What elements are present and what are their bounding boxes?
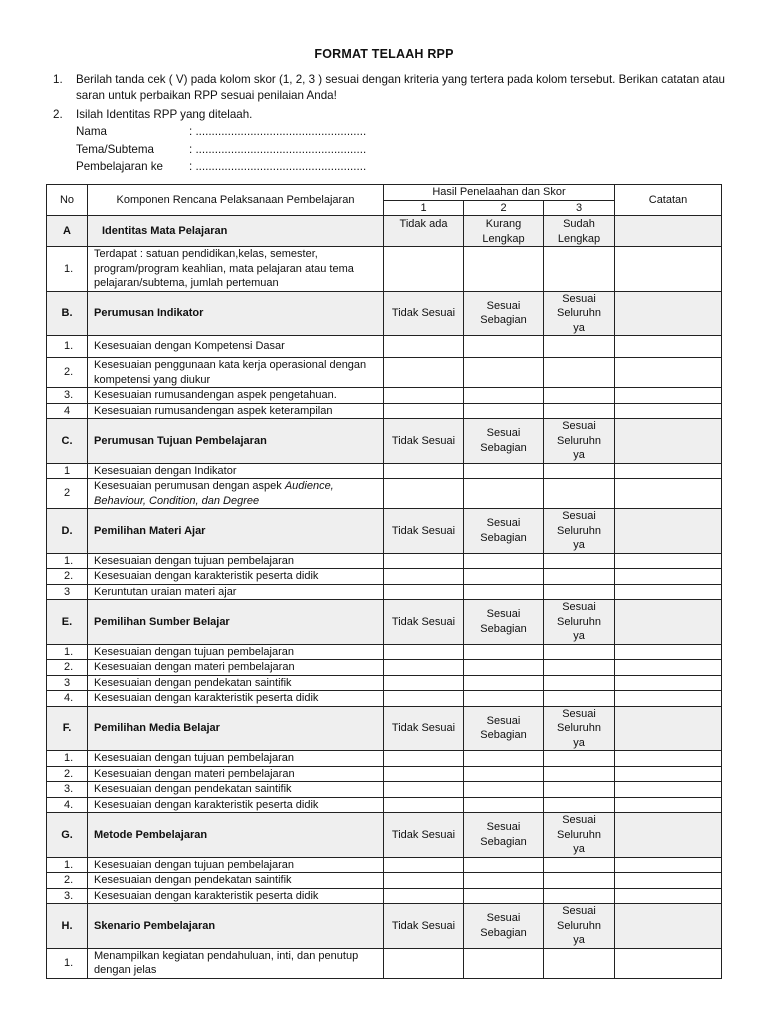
score-cell-3[interactable]: [544, 691, 615, 707]
item-text: [88, 766, 384, 782]
score-cell-1[interactable]: [384, 358, 464, 388]
score-cell-1[interactable]: [384, 403, 464, 419]
section-title: Identitas Mata Pelajaran: [88, 216, 384, 247]
score-cell-3[interactable]: [544, 553, 615, 569]
field-tema-subtema: [76, 142, 366, 158]
item-number: 1.: [47, 336, 88, 358]
score-cell-2[interactable]: [464, 584, 544, 600]
notes-cell[interactable]: [615, 569, 722, 585]
notes-cell[interactable]: [615, 797, 722, 813]
score-cell-3[interactable]: [544, 873, 615, 889]
score-cell-2[interactable]: [464, 782, 544, 798]
item-text-main: Kesesuaian dengan Indikator: [94, 464, 237, 477]
score-label-1: Tidak Sesuai: [384, 706, 464, 751]
section-row: [47, 419, 722, 464]
instruction-number: 1.: [53, 73, 63, 86]
item-text-main: Kesesuaian dengan tujuan pembelajaran: [94, 554, 294, 567]
item-text-main: Terdapat : satuan pendidikan,kelas, semester, program/program keahlian, mata pelajaran atau tema pelajaran/subtema, jumlah pertemuan: [94, 248, 354, 289]
score-cell-3[interactable]: [544, 463, 615, 479]
item-row: [47, 553, 722, 569]
field-nama: [76, 124, 366, 140]
score-cell-1[interactable]: [384, 751, 464, 767]
score-cell-1[interactable]: [384, 388, 464, 404]
score-cell-3[interactable]: [544, 660, 615, 676]
item-text: [88, 479, 384, 509]
item-text-main: Kesesuaian dengan materi pembelajaran: [94, 661, 295, 673]
score-label-2: Sesuai Sebagian: [464, 813, 544, 858]
notes-cell[interactable]: [615, 553, 722, 569]
item-number: 2.: [47, 660, 88, 676]
notes-cell[interactable]: [615, 873, 722, 889]
section-title: Perumusan Tujuan Pembelajaran: [88, 419, 384, 464]
notes-cell[interactable]: [615, 644, 722, 660]
score-cell-2[interactable]: [464, 797, 544, 813]
item-text: [88, 782, 384, 798]
item-text: [88, 888, 384, 904]
notes-cell[interactable]: [615, 660, 722, 676]
item-number: 4.: [47, 691, 88, 707]
section-code: C.: [47, 419, 88, 464]
score-cell-1[interactable]: [384, 675, 464, 691]
score-cell-3[interactable]: [544, 247, 615, 292]
item-number: 1.: [47, 247, 88, 292]
item-row: [47, 660, 722, 676]
score-label-1: Tidak Sesuai: [384, 813, 464, 858]
score-cell-2[interactable]: [464, 553, 544, 569]
section-title: Pemilihan Materi Ajar: [88, 509, 384, 554]
item-text: [88, 857, 384, 873]
section-row: [47, 291, 722, 336]
item-text: [88, 336, 384, 358]
item-number: 3.: [47, 388, 88, 404]
notes-cell[interactable]: [615, 403, 722, 419]
notes-cell: [615, 813, 722, 858]
score-label-3: Sudah Lengkap: [544, 216, 615, 247]
score-cell-3[interactable]: [544, 782, 615, 798]
section-title: Pemilihan Media Belajar: [88, 706, 384, 751]
instruction-text: Berilah tanda cek ( V) pada kolom skor (1, 2, 3 ) sesuai dengan kriteria yang tertera pada kolom tersebut. Berikan catatan atau saran untuk perbaikan RPP sesuai penilaian Anda!: [76, 73, 725, 102]
item-row: [47, 873, 722, 889]
item-text-main: Keruntutan uraian materi ajar: [94, 585, 237, 598]
score-label-2: Sesuai Sebagian: [464, 904, 544, 949]
item-number: 2.: [47, 569, 88, 585]
score-cell-1[interactable]: [384, 691, 464, 707]
notes-cell[interactable]: [615, 247, 722, 292]
score-label-2: Sesuai Sebagian: [464, 509, 544, 554]
score-cell-2[interactable]: [464, 358, 544, 388]
item-row: [47, 857, 722, 873]
item-text-main: Menampilkan kegiatan pendahuluan, inti, dan penutup dengan jelas: [94, 949, 359, 976]
item-text: [88, 751, 384, 767]
item-text: [88, 388, 384, 404]
section-title: Skenario Pembelajaran: [88, 904, 384, 949]
section-row: [47, 600, 722, 645]
instruction-text: Isilah Identitas RPP yang ditelaah.: [76, 108, 253, 121]
score-label-3: Sesuai Seluruhn ya: [544, 419, 615, 464]
item-row: [47, 766, 722, 782]
item-row: [47, 675, 722, 691]
score-cell-3[interactable]: [544, 569, 615, 585]
score-cell-3[interactable]: [544, 388, 615, 404]
score-cell-3[interactable]: [544, 888, 615, 904]
item-number: 2.: [47, 358, 88, 388]
item-text: [88, 463, 384, 479]
item-text-main: Kesesuaian dengan tujuan pembelajaran: [94, 858, 294, 871]
score-label-3: Sesuai Seluruhn ya: [544, 291, 615, 336]
item-text-main: Kesesuaian dengan Kompetensi Dasar: [94, 340, 285, 353]
score-cell-1[interactable]: [384, 463, 464, 479]
item-text: [88, 247, 384, 292]
score-cell-2[interactable]: [464, 675, 544, 691]
item-row: [47, 403, 722, 419]
score-label-3: Sesuai Seluruhn ya: [544, 813, 615, 858]
item-text-main: Kesesuaian dengan karakteristik peserta didik: [94, 889, 319, 902]
item-text: [88, 873, 384, 889]
score-cell-2[interactable]: [464, 857, 544, 873]
item-row: [47, 336, 722, 358]
item-row: [47, 691, 722, 707]
item-row: [47, 948, 722, 978]
score-label-2: Sesuai Sebagian: [464, 291, 544, 336]
notes-cell[interactable]: [615, 766, 722, 782]
item-text-main: Kesesuaian perumusan dengan aspek: [94, 480, 285, 492]
score-cell-1[interactable]: [384, 553, 464, 569]
score-cell-2[interactable]: [464, 479, 544, 509]
score-cell-3[interactable]: [544, 857, 615, 873]
score-cell-3[interactable]: [544, 766, 615, 782]
score-label-2: Kurang Lengkap: [464, 216, 544, 247]
header-no: No: [47, 185, 88, 216]
notes-cell[interactable]: [615, 584, 722, 600]
score-cell-2[interactable]: [464, 873, 544, 889]
score-cell-1[interactable]: [384, 336, 464, 358]
item-text: [88, 403, 384, 419]
item-number: 1.: [47, 751, 88, 767]
section-code: A: [47, 216, 88, 247]
item-text: [88, 660, 384, 676]
notes-cell: [615, 904, 722, 949]
score-label-1: Tidak Sesuai: [384, 904, 464, 949]
header-score-3: 3: [544, 200, 615, 216]
item-text-main: Kesesuaian dengan pendekatan saintifik: [94, 676, 292, 689]
score-cell-3[interactable]: [544, 751, 615, 767]
score-label-2: Sesuai Sebagian: [464, 419, 544, 464]
item-text: [88, 797, 384, 813]
section-row: [47, 706, 722, 751]
score-cell-1[interactable]: [384, 584, 464, 600]
item-number: 1.: [47, 553, 88, 569]
score-label-1: Tidak Sesuai: [384, 419, 464, 464]
section-row: [47, 509, 722, 554]
item-row: [47, 644, 722, 660]
score-cell-2[interactable]: [464, 388, 544, 404]
notes-cell[interactable]: [615, 479, 722, 509]
notes-cell[interactable]: [615, 857, 722, 873]
notes-cell: [615, 509, 722, 554]
score-cell-2[interactable]: [464, 888, 544, 904]
field-label: Tema/Subtema: [76, 143, 154, 156]
field-pembelajaran-ke: [76, 159, 366, 175]
item-number: 2.: [47, 873, 88, 889]
section-code: H.: [47, 904, 88, 949]
notes-cell[interactable]: [615, 948, 722, 978]
score-cell-2[interactable]: [464, 751, 544, 767]
score-cell-1[interactable]: [384, 247, 464, 292]
notes-cell[interactable]: [615, 782, 722, 798]
item-number: 3.: [47, 888, 88, 904]
score-cell-1[interactable]: [384, 948, 464, 978]
table-body: [47, 216, 722, 979]
notes-cell: [615, 291, 722, 336]
item-number: 1: [47, 463, 88, 479]
item-text: [88, 691, 384, 707]
score-cell-3[interactable]: [544, 336, 615, 358]
item-number: 3: [47, 675, 88, 691]
notes-cell[interactable]: [615, 751, 722, 767]
score-cell-3[interactable]: [544, 948, 615, 978]
item-text-main: Kesesuaian dengan pendekatan saintifik: [94, 783, 292, 795]
item-text: [88, 675, 384, 691]
score-cell-2[interactable]: [464, 644, 544, 660]
field-label: Pembelajaran ke: [76, 160, 164, 173]
item-text: [88, 584, 384, 600]
score-cell-3[interactable]: [544, 675, 615, 691]
score-cell-1[interactable]: [384, 782, 464, 798]
item-text-main: Kesesuaian dengan karakteristik peserta didik: [94, 570, 319, 582]
score-cell-2[interactable]: [464, 948, 544, 978]
score-cell-2[interactable]: [464, 247, 544, 292]
score-cell-3[interactable]: [544, 584, 615, 600]
section-title: Metode Pembelajaran: [88, 813, 384, 858]
score-label-3: Sesuai Seluruhn ya: [544, 600, 615, 645]
section-code: F.: [47, 706, 88, 751]
item-number: 1.: [47, 948, 88, 978]
header-score-1: 1: [384, 200, 464, 216]
notes-cell[interactable]: [615, 675, 722, 691]
item-row: [47, 888, 722, 904]
notes-cell: [615, 706, 722, 751]
item-number: 4.: [47, 797, 88, 813]
notes-cell[interactable]: [615, 358, 722, 388]
item-text: [88, 569, 384, 585]
score-label-3: Sesuai Seluruhn ya: [544, 904, 615, 949]
item-number: 1.: [47, 857, 88, 873]
section-row: [47, 904, 722, 949]
score-label-3: Sesuai Seluruhn ya: [544, 706, 615, 751]
notes-cell[interactable]: [615, 888, 722, 904]
item-text: [88, 553, 384, 569]
item-text-main: Kesesuaian penggunaan kata kerja operasional dengan kompetensi yang diukur: [94, 359, 367, 386]
notes-cell[interactable]: [615, 388, 722, 404]
field-label: Nama: [76, 125, 107, 138]
notes-cell: [615, 419, 722, 464]
score-cell-3[interactable]: [544, 644, 615, 660]
score-cell-2[interactable]: [464, 691, 544, 707]
notes-cell: [615, 216, 722, 247]
instruction-2: [53, 107, 733, 123]
header-score-2: 2: [464, 200, 544, 216]
item-text: [88, 644, 384, 660]
review-table: [46, 184, 722, 979]
section-code: B.: [47, 291, 88, 336]
section-code: E.: [47, 600, 88, 645]
notes-cell[interactable]: [615, 336, 722, 358]
item-row: [47, 797, 722, 813]
score-cell-3[interactable]: [544, 403, 615, 419]
item-row: [47, 247, 722, 292]
score-cell-2[interactable]: [464, 660, 544, 676]
score-cell-1[interactable]: [384, 857, 464, 873]
section-code: G.: [47, 813, 88, 858]
item-number: 2: [47, 479, 88, 509]
score-label-2: Sesuai Sebagian: [464, 706, 544, 751]
score-cell-1[interactable]: [384, 479, 464, 509]
item-text-main: Kesesuaian dengan pendekatan saintifik: [94, 874, 292, 886]
notes-cell[interactable]: [615, 691, 722, 707]
header-notes: Catatan: [615, 185, 722, 216]
score-cell-2[interactable]: [464, 766, 544, 782]
item-text-main: Kesesuaian dengan tujuan pembelajaran: [94, 752, 294, 764]
item-number: 1.: [47, 644, 88, 660]
section-row: [47, 216, 722, 247]
item-number: 3.: [47, 782, 88, 798]
score-cell-1[interactable]: [384, 766, 464, 782]
section-title: Perumusan Indikator: [88, 291, 384, 336]
section-code: D.: [47, 509, 88, 554]
document-title: FORMAT TELAAH RPP: [314, 47, 454, 61]
item-text: [88, 358, 384, 388]
score-cell-2[interactable]: [464, 403, 544, 419]
item-text-main: Kesesuaian rumusandengan aspek keterampilan: [94, 404, 333, 417]
score-cell-1[interactable]: [384, 569, 464, 585]
item-row: [47, 584, 722, 600]
section-title: Pemilihan Sumber Belajar: [88, 600, 384, 645]
score-cell-1[interactable]: [384, 797, 464, 813]
score-label-3: Sesuai Seluruhn ya: [544, 509, 615, 554]
item-text-main: Kesesuaian dengan karakteristik peserta didik: [94, 798, 319, 811]
score-cell-1[interactable]: [384, 660, 464, 676]
score-label-1: Tidak Sesuai: [384, 600, 464, 645]
score-cell-2[interactable]: [464, 463, 544, 479]
item-row: [47, 479, 722, 509]
item-text-main: Kesesuaian dengan materi pembelajaran: [94, 767, 295, 780]
score-label-1: Tidak Sesuai: [384, 291, 464, 336]
score-cell-3[interactable]: [544, 797, 615, 813]
score-label-2: Sesuai Sebagian: [464, 600, 544, 645]
score-cell-1[interactable]: [384, 644, 464, 660]
score-label-1: Tidak Sesuai: [384, 509, 464, 554]
item-text: [88, 948, 384, 978]
score-cell-3[interactable]: [544, 479, 615, 509]
item-text-main: Kesesuaian dengan karakteristik peserta didik: [94, 692, 319, 704]
score-label-1: Tidak ada: [384, 216, 464, 247]
field-value[interactable]: : .....................................................: [189, 125, 367, 138]
item-text-main: Kesesuaian rumusandengan aspek pengetahuan.: [94, 389, 337, 401]
item-number: 3: [47, 584, 88, 600]
item-row: [47, 388, 722, 404]
instruction-1: [53, 72, 733, 104]
score-cell-3[interactable]: [544, 358, 615, 388]
field-value[interactable]: : .....................................................: [189, 160, 367, 173]
score-cell-2[interactable]: [464, 569, 544, 585]
score-cell-2[interactable]: [464, 336, 544, 358]
item-row: [47, 463, 722, 479]
item-row: [47, 358, 722, 388]
header-result: Hasil Penelaahan dan Skor: [384, 185, 615, 201]
item-row: [47, 751, 722, 767]
item-text-main: Kesesuaian dengan tujuan pembelajaran: [94, 645, 294, 658]
item-row: [47, 569, 722, 585]
instruction-number: 2.: [53, 108, 63, 121]
score-cell-1[interactable]: [384, 888, 464, 904]
item-row: [47, 782, 722, 798]
notes-cell[interactable]: [615, 463, 722, 479]
field-value[interactable]: : .....................................................: [189, 143, 367, 156]
item-number: 2.: [47, 766, 88, 782]
header-component: Komponen Rencana Pelaksanaan Pembelajaran: [88, 185, 384, 216]
notes-cell: [615, 600, 722, 645]
section-row: [47, 813, 722, 858]
item-number: 4: [47, 403, 88, 419]
score-cell-1[interactable]: [384, 873, 464, 889]
item-text-italic: Audience, Behaviour, Condition, dan Degree: [94, 480, 334, 507]
